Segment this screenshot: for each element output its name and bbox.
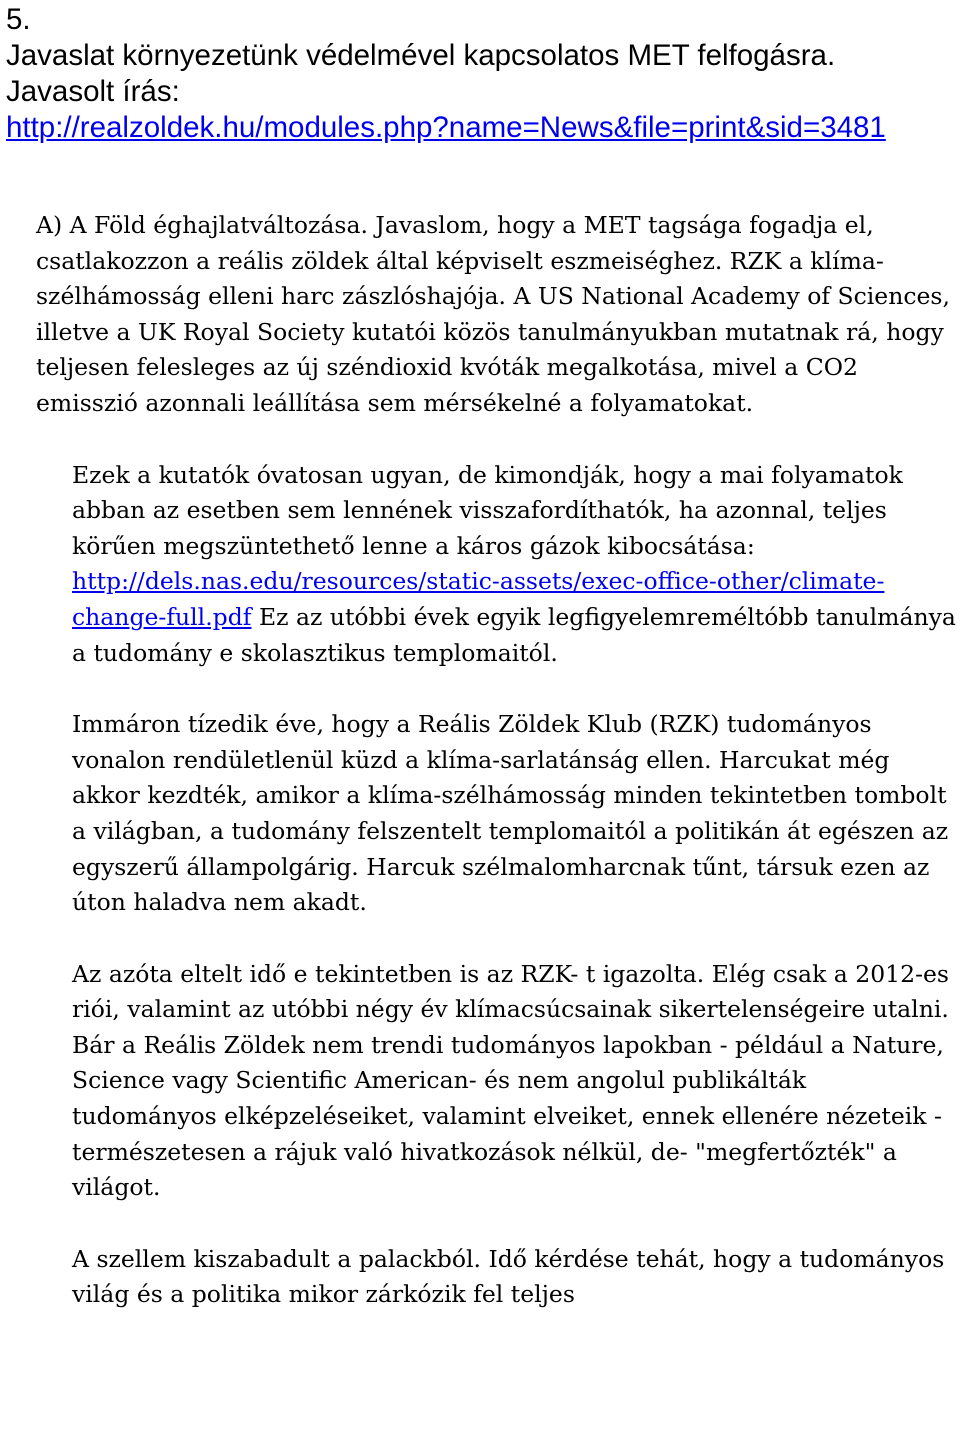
paragraph-2-outro: Ez az utóbbi évek egyik legfigyelemreméltóbb tanulmánya a tudomány e skolasztikus templomaitól. (72, 602, 956, 667)
paragraph-1 (36, 208, 956, 422)
section-number: 5. (6, 3, 31, 36)
paragraph-2 (72, 458, 956, 672)
paragraph-5: A szellem kiszabadult a palackból. Idő kérdése tehát, hogy a tudományos világ és a politika mikor zárkózik fel teljes (72, 1244, 945, 1309)
paragraph-2-intro: Ezek a kutatók óvatosan ugyan, de kimondják, hogy a mai folyamatok abban az esetben sem lennének visszafordíthatók, ha azonnal, teljes körűen megszüntethető lenne a káros gázok kibocsátása: (72, 460, 903, 560)
paragraph-3: Immáron tízedik éve, hogy a Reális Zöldek Klub (RZK) tudományos vonalon rendületlenül küzd a klíma-sarlatánság ellen. Harcukat még akkor kezdték, amikor a klíma-szélhámosság minden tekintetben tombolt a világban, a tudomány felszentelt templomaitól a politikán át egészen az egyszerű állampolgárig. Harcuk szélmalomharcnak tűnt, társuk ezen az úton haladva nem akadt. (72, 710, 949, 917)
proposal-subtitle: Javasolt írás: (6, 75, 180, 108)
paragraph-1-main: A US National Academy of Sciences, illetve a UK Royal Society kutatói közös tanulmányukban mutatnak rá, hogy teljesen felesleges az új széndioxid kvóták megalkotása, mivel a CO2 emisszió azonnali leállítása sem mérsékelné a folyamatokat. (36, 282, 950, 417)
paragraph-1-intro: A) A Föld éghajlatváltozása. Javaslom, hogy a MET tagsága fogadja el, csatlakozzon a reális zöldek által képviselt eszmeiséghez. RZK a klíma-szélhámosság elleni harc zászlóshajója. (36, 211, 884, 311)
study-pdf-link[interactable]: http://dels.nas.edu/resources/static-assets/exec-office-other/climate-change-full.pdf (72, 567, 885, 631)
source-article-link[interactable]: http://realzoldek.hu/modules.php?name=News&file=print&sid=3481 (6, 111, 886, 144)
document-header (6, 2, 886, 146)
proposal-title: Javaslat környezetünk védelmével kapcsolatos MET felfogásra. (6, 39, 836, 72)
paragraph-4: Az azóta eltelt idő e tekintetben is az RZK- t igazolta. Elég csak a 2012-es riói, valamint az utóbbi négy év klímacsúcsainak sikertelenségeire utalni. Bár a Reális Zöldek nem trendi tudományos lapokban - például a Nature, Science vagy Scientific American- és nem angolul publikálták tudományos elképzeléseiket, valamint elveiket, ennek ellenére nézeteik - természetesen a rájuk való hivatkozások nélkül, de- "megfertőzték" a világot. (72, 959, 949, 1202)
article-body (36, 208, 956, 1349)
